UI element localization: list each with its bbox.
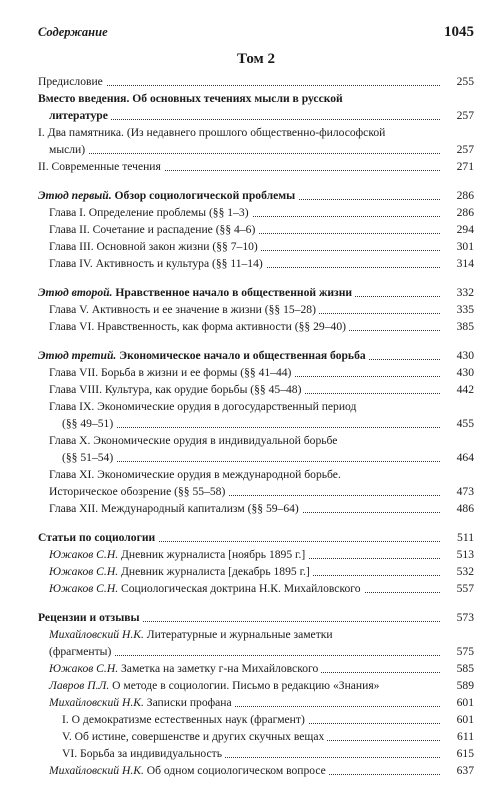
toc-page-number: 473 [456,485,474,498]
dot-leader [49,153,440,154]
entry-text: I. О демократизме естественных наук (фрагмент) [62,713,305,726]
entry-text: Дневник журналиста [ноябрь 1895 г.] [118,548,306,561]
toc-page-number: 573 [456,611,474,624]
toc-entry-title [62,713,308,726]
entry-text: мысли) [49,143,86,156]
toc-page-number: 442 [456,383,474,396]
entry-text: V. Об истине, совершенстве и других скучных вещах [62,730,325,743]
toc-page-number: 532 [456,565,474,578]
entry-text: литературе [49,109,108,122]
toc-entry[interactable] [38,500,474,517]
toc-entry-title [49,303,319,316]
toc-entry[interactable] [38,204,474,221]
toc-entry-title [49,502,302,515]
toc-page-number: 513 [456,548,474,561]
entry-text: (§§ 51–54) [62,451,114,464]
author-name: Южаков С.Н. [49,548,119,561]
toc-entry[interactable] [38,347,474,364]
toc-entry[interactable] [38,660,474,677]
section-gap [38,175,474,187]
entry-text: VI. Борьба за индивидуальность [62,747,222,760]
toc-page-number: 601 [456,696,474,709]
etude-label: Этюд третий. [38,349,117,362]
toc-entry-title [49,565,313,578]
entry-text: Глава VII. Борьба в жизни и ее формы (§§ 41–44) [49,366,292,379]
toc-page-number: 335 [456,303,474,316]
toc-entry-title [62,730,327,743]
entry-text: Дневник журналиста [декабрь 1895 г.] [118,565,310,578]
toc-page-number: 486 [456,502,474,515]
toc-page-number: 286 [456,206,474,219]
toc-page-number: 430 [456,349,474,362]
toc-entry-title [38,160,164,173]
entry-text: Вместо введения. Об основных течениях мысли в русской [38,92,343,105]
toc-entry[interactable] [38,483,474,500]
section-gap [38,272,474,284]
toc-entry-title [49,662,321,675]
toc-entry-title [49,679,382,692]
toc-entry-title [49,320,349,333]
page-number: 1045 [444,24,474,40]
toc-entry-title [49,548,308,561]
toc-entry[interactable] [38,529,474,546]
toc-entry[interactable] [38,580,474,597]
toc-entry[interactable] [38,107,474,124]
toc-entry-title [38,349,369,362]
toc-entry-title [49,645,114,658]
section-title: Содержание [38,25,108,39]
toc-entry[interactable] [38,187,474,204]
toc-entry[interactable] [38,415,474,432]
toc-page-number: 286 [456,189,474,202]
toc-entry[interactable] [38,364,474,381]
toc-entry-title [62,747,225,760]
entry-text: Предисловие [38,75,103,88]
entry-text: Глава IX. Экономические орудия в догосударственный период [49,400,357,413]
section-gap [38,517,474,529]
author-name: Михайловский Н.К. [49,628,144,641]
entry-text: Глава III. Основной закон жизни (§§ 7–10) [49,240,258,253]
toc-entry[interactable] [38,677,474,694]
toc-page-number: 314 [456,257,474,270]
entry-text: Записки профана [143,696,232,709]
toc-entry-title [62,451,116,464]
section-gap [38,335,474,347]
entry-text: I. Два памятника. (Из недавнего прошлого общественно-философской [38,126,386,139]
toc-entry[interactable] [38,255,474,272]
toc-entry-title [49,582,364,595]
toc-entry-title [38,286,355,299]
entry-text: (фрагменты) [49,645,112,658]
toc-entry-title [49,206,252,219]
toc-entry-title [49,696,235,709]
toc-page-number: 589 [456,679,474,692]
entry-text: Глава XII. Международный капитализм (§§ 59–64) [49,502,299,515]
entry-text: Глава X. Экономические орудия в индивидуальной борьбе [49,434,338,447]
toc-entry[interactable] [38,381,474,398]
toc-page-number: 585 [456,662,474,675]
entry-text: Рецензии и отзывы [38,611,140,624]
toc-entry-title [49,109,111,122]
toc-page-number: 332 [456,286,474,299]
entry-text: Глава XI. Экономические орудия в международной борьбе. [49,468,341,481]
toc-entry[interactable] [38,694,474,711]
toc-page-number: 294 [456,223,474,236]
section-gap [38,597,474,609]
entry-text: II. Современные течения [38,160,161,173]
entry-text: Статьи по социологии [38,531,156,544]
toc-entry-title [49,240,261,253]
toc-page-number: 575 [456,645,474,658]
toc-page-number: 615 [456,747,474,760]
entry-text: Экономическое начало и общественная борьба [116,349,366,362]
toc-entry[interactable] [38,643,474,660]
toc-entry-title [38,189,298,202]
toc-entry-title [38,75,106,88]
toc-entry-title [49,383,304,396]
entry-text: О методе в социологии. Письмо в редакцию «Знания» [109,679,380,692]
author-name: Михайловский Н.К. [49,764,144,777]
entry-text: Историческое обозрение (§§ 55–58) [49,485,226,498]
author-name: Михайловский Н.К. [49,696,144,709]
toc-page-number: 301 [456,240,474,253]
author-name: Южаков С.Н. [49,662,119,675]
toc-entry[interactable] [38,141,474,158]
toc-entry-title [38,531,158,544]
toc-entry-title [38,611,143,624]
entry-text: Глава VI. Нравственность, как форма активности (§§ 29–40) [49,320,346,333]
toc-entry-title [38,126,388,139]
entry-text: (§§ 49–51) [62,417,114,430]
toc-entry[interactable] [38,318,474,335]
toc-entry[interactable] [38,449,474,466]
author-name: Южаков С.Н. [49,565,119,578]
volume-title: Том 2 [236,51,275,67]
toc-entry-title [49,143,88,156]
toc-page-number: 601 [456,713,474,726]
table-of-contents [38,73,474,779]
toc-page [38,24,474,779]
entry-text: Глава IV. Активность и культура (§§ 11–14) [49,257,263,270]
etude-label: Этюд первый. [38,189,112,202]
toc-entry[interactable] [38,711,474,728]
toc-page-number: 257 [456,143,474,156]
entry-text: Глава I. Определение проблемы (§§ 1–3) [49,206,249,219]
toc-page-number: 611 [457,730,474,743]
toc-entry[interactable] [38,301,474,318]
toc-entry[interactable] [38,124,474,141]
entry-text: Глава V. Активность и ее значение в жизни (§§ 15–28) [49,303,316,316]
toc-entry[interactable] [38,90,474,107]
entry-text: Об одном социологическом вопросе [143,764,326,777]
entry-text: Заметка на заметку г-на Михайловского [118,662,319,675]
toc-page-number: 455 [456,417,474,430]
toc-page-number: 637 [456,764,474,777]
toc-entry[interactable] [38,626,474,643]
toc-page-number: 557 [456,582,474,595]
toc-entry-title [49,764,329,777]
toc-entry-title [38,92,346,105]
entry-text: Обзор социологической проблемы [111,189,296,202]
toc-entry-title [49,468,344,481]
toc-entry[interactable] [38,158,474,175]
toc-page-number: 271 [456,160,474,173]
toc-page-number: 464 [456,451,474,464]
toc-entry-title [62,417,116,430]
toc-entry[interactable] [38,284,474,301]
toc-page-number: 255 [456,75,474,88]
toc-entry[interactable] [38,238,474,255]
toc-entry[interactable] [38,73,474,90]
toc-entry[interactable] [38,762,474,779]
toc-page-number: 430 [456,366,474,379]
toc-entry-title [49,366,294,379]
toc-page-number: 257 [456,109,474,122]
author-name: Лавров П.Л. [49,679,110,692]
toc-entry-title [49,257,266,270]
toc-entry[interactable] [38,546,474,563]
toc-entry-title [49,400,359,413]
toc-page-number: 511 [457,531,474,544]
toc-entry[interactable] [38,466,474,483]
dot-leader [62,427,440,428]
toc-entry-title [49,628,336,641]
etude-label: Этюд второй. [38,286,113,299]
author-name: Южаков С.Н. [49,582,119,595]
toc-entry[interactable] [38,221,474,238]
entry-text: Нравственное начало в общественной жизни [112,286,353,299]
toc-page-number: 385 [456,320,474,333]
toc-entry[interactable] [38,398,474,415]
toc-entry[interactable] [38,432,474,449]
entry-text: Глава VIII. Культура, как орудие борьбы (§§ 45–48) [49,383,302,396]
toc-entry[interactable] [38,728,474,745]
toc-entry[interactable] [38,563,474,580]
dot-leader [62,461,440,462]
toc-entry[interactable] [38,609,474,626]
running-header [38,24,474,44]
entry-text: Глава II. Сочетание и распадение (§§ 4–6) [49,223,256,236]
toc-entry-title [49,434,340,447]
toc-entry-title [49,485,228,498]
toc-entry-title [49,223,258,236]
toc-entry[interactable] [38,745,474,762]
entry-text: Литературные и журнальные заметки [143,628,333,641]
entry-text: Социологическая доктрина Н.К. Михайловского [118,582,361,595]
